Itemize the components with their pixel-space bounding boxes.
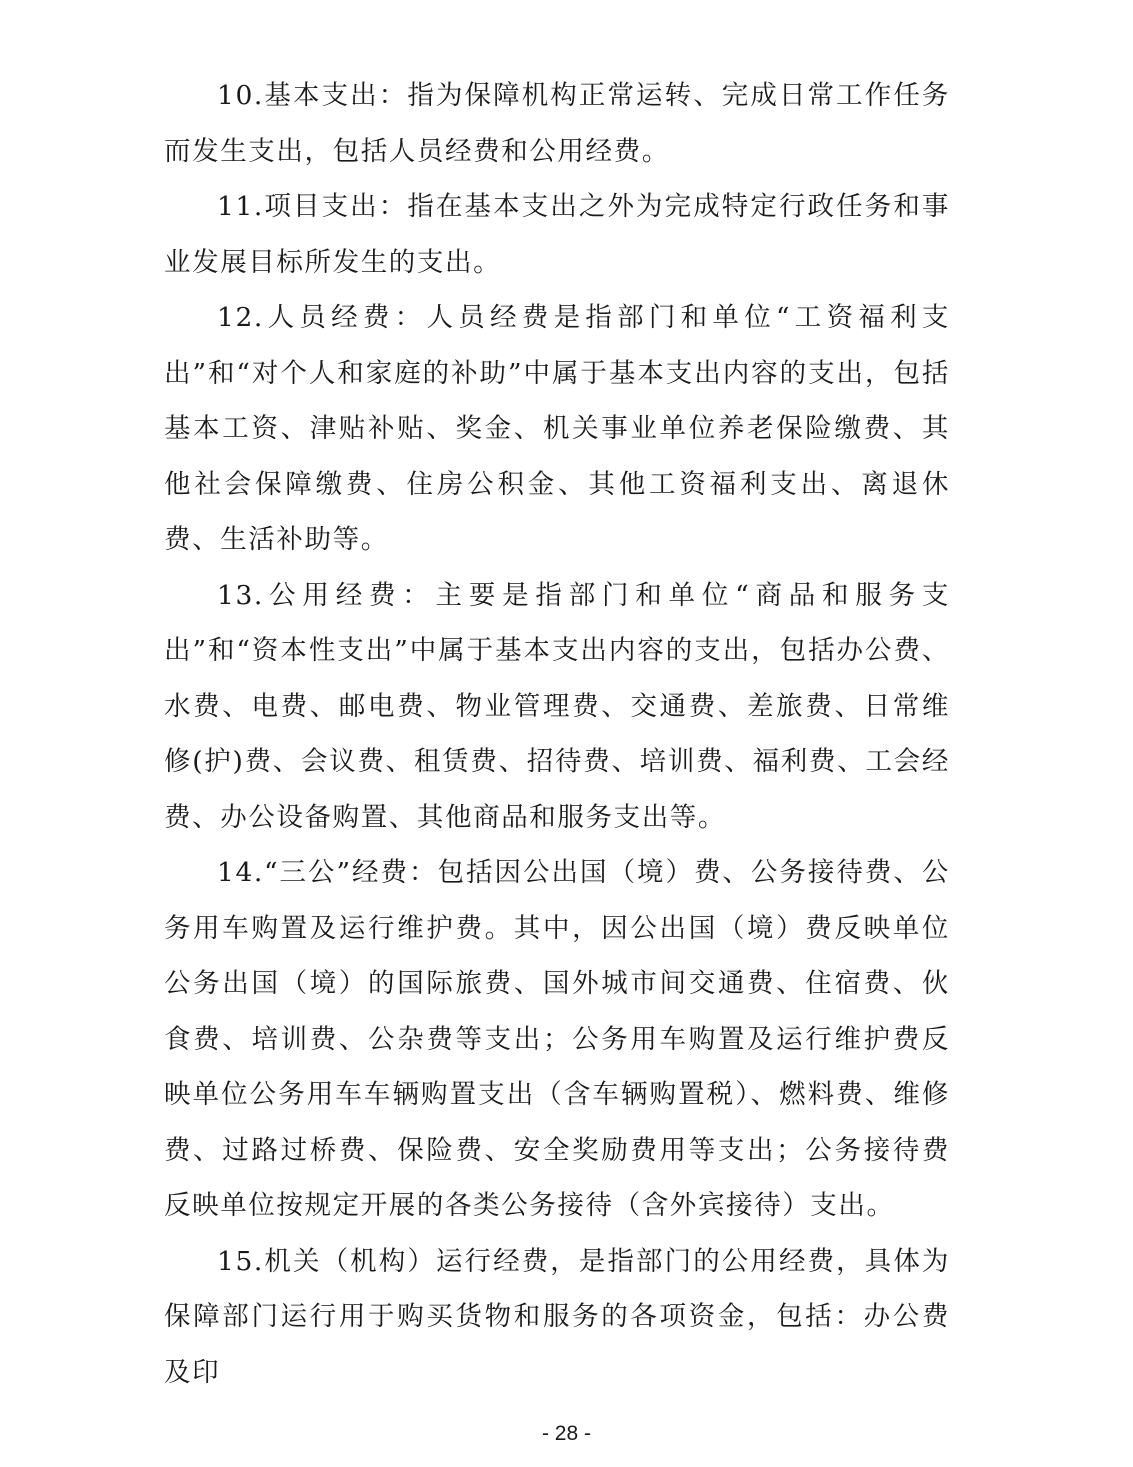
paragraph-project-expenditure: 11.项目支出：指在基本支出之外为完成特定行政任务和事业发展目标所发生的支出。: [164, 191, 950, 278]
document-body: [164, 68, 950, 1400]
paragraph-basic-expenditure: 10.基本支出：指为保障机构正常运转、完成日常工作任务而发生支出，包括人员经费和公用经费。: [164, 80, 950, 167]
paragraph-public-expenses: 13.公用经费：主要是指部门和单位“商品和服务支出”和“资本性支出”中属于基本支出内容的支出，包括办公费、水费、电费、邮电费、物业管理费、交通费、差旅费、日常维修(护)费、会议费、租赁费、招待费、培训费、福利费、工会经费、办公设备购置、其他商品和服务支出等。: [164, 579, 950, 833]
paragraph-personnel-expenses: 12.人员经费：人员经费是指部门和单位“工资福利支出”和“对个人和家庭的补助”中属于基本支出内容的支出，包括基本工资、津贴补贴、奖金、机关事业单位养老保险缴费、其他社会保障缴费、住房公积金、其他工资福利支出、离退休费、生活补助等。: [164, 302, 950, 555]
page-number: - 28 -: [541, 1422, 591, 1445]
paragraph-operating-expenses: 15.机关（机构）运行经费，是指部门的公用经费，具体为保障部门运行用于购买货物和服务的各项资金，包括：办公费及印: [164, 1245, 950, 1388]
paragraph-three-public-expenses: 14.“三公”经费：包括因公出国（境）费、公务接待费、公务用车购置及运行维护费。其中，因公出国（境）费反映单位公务出国（境）的国际旅费、国外城市间交通费、住宿费、伙食费、培训费、公杂费等支出；公务用车购置及运行维护费反映单位公务用车车辆购置支出（含车辆购置税）、燃料费、维修费、过路过桥费、保险费、安全奖励费用等支出；公务接待费反映单位按规定开展的各类公务接待（含外宾接待）支出。: [164, 857, 950, 1221]
